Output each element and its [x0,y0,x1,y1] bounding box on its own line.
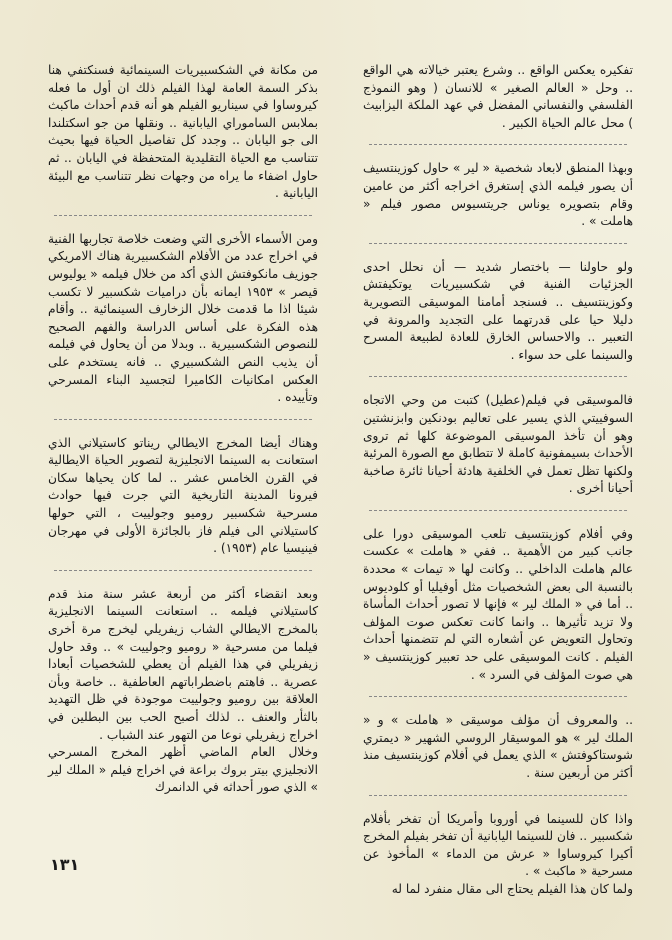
paragraph: وفي أفلام كوزينتسيف تلعب الموسيقى دورا على جانب كبير من الأهمية .. ففي « هاملت » عكست عالم هاملت الداخلي .. وكانت لها « تيمات » محددة بالنسبة الى بعض الشخصيات مثل أوفيليا أو كلوديوس .. أما في « الملك لير » فإنها لا تصور أحداث المأساة ولا تزيد تأثيرها .. وانما كانت تعكس صوت المؤلف وتحاول التعويض عن أشعاره التي لم تتضمنها أحداث الفيلم . كانت الموسيقى على حد تعبير كوزينتسيف « هي صوت المؤلف في السرد » . [363,526,633,682]
divider [369,696,627,698]
paragraph: وبهذا المنطق لابعاد شخصية « لير » حاول كوزينتسيف أن يصور فيلمه الذي إستغرق اخراجه أكثر من عامين وقام بتصويره يوناس جريتسيوس مصور فيلم « هاملت » . [363,161,633,229]
left-column [48,62,318,797]
paragraph: .. والمعروف أن مؤلف موسيقى « هاملت » و « الملك لير » هو الموسيقار الروسي الشهير « ديمتري شوستاكوفتش » الذي يعمل في أفلام كوزينتسيف منذ أكثر من أربعين سنة . [363,713,633,780]
paragraph: فالموسيقى في فيلم(عطيل) كتبت من وحي الاتجاه السوفييتي الذي يسير على تعاليم بودنكين وابزنشتين وهو أن تأخذ الموسيقى الموضوعة كلها ثم تروى الأحداث بسيمفونية كاملة لا تتطابق مع الصورة المرئية ولكنها تظل تعمل في الخلفية هادئة أحيانا ثائرة صاخبة أحيانا أخرى . [363,393,633,496]
paragraph: وبعد انقضاء أكثر من أربعة عشر سنة منذ قدم كاستيلاني فيلمه .. استعانت السينما الانجليزية بالمخرج الايطالي الشاب زيفريلي ليخرج مرة أخرى فيلما من مسرحية « روميو وجولييت » .. وقد حاول زيفريلي في هذا الفيلم أن يعطي للشخصيات أبعادا عصرية .. فاهتم باضطراباتهم العاطفية .. خاصة وبأن العلاقة بين روميو وجولييت موجودة في ظل التهديد بالثأر والعنف .. لذلك أصبح الحب بين البطلين في اخراج زيفريلي نوعا من التهور عند الشباب . [48,586,318,742]
paragraph: ولما كان هذا الفيلم يحتاج الى مقال منفرد لما له [391,881,633,896]
divider [54,215,312,217]
divider [54,570,312,572]
paragraph: تفكيره يعكس الواقع .. وشرع يعتبر خيالاته هي الواقع .. وحل « العالم الصغير » للانسان ( وهو النموذج الفلسفي والنفساني المفضل في عهد الملكة اليزابيث ) محل عالم الحياة الكبير . [363,63,633,130]
divider [369,243,627,245]
divider [369,144,627,146]
divider [54,419,312,421]
divider [369,376,627,378]
paragraph: وخلال العام الماضي أظهر المخرج المسرحي الانجليزي بيتر بروك براعة في اخراج فيلم « الملك لير » الذي صور أحداثه في الدانمرك [48,745,318,795]
paragraph: من مكانة في الشكسبيريات السينمائية فسنكتفي هنا بذكر السمة العامة لهذا الفيلم ذلك ان أول ما فعله كيروساوا في سيناريو الفيلم هو أنه قدم أحداث ماكبث بملابس الساموراي اليابانية .. ونقلها من جو اسكتلندا الى جو اليابان .. وجدد كل تفاصيل الحياة فيها بحيث تتناسب مع الحياة التقليدية المتحفظة في اليابان .. ثم حاول اضفاء ما يراه من وجهات نظر تتناسب مع البيئة اليابانية . [48,63,318,201]
divider [369,510,627,512]
page-number: ١٣١ [50,855,80,874]
paragraph: واذا كان للسينما في أوروبا وأمريكا أن تفخر بأفلام شكسبير .. فان للسينما اليابانية أن تفخر بفيلم المخرج أكيرا كيروساوا « عرش من الدماء » المأخوذ عن مسرحية « ماكبث » . [363,811,633,879]
paragraph: وهناك أيضا المخرج الايطالي ريناتو كاستيلاني الذي استعانت به السينما الانجليزية لتصوير الحياة الايطالية في القرن الخامس عشر .. لما كان يحياها سكان فيرونا المدينة التاريخية التي جرت فيها حوادث مسرحية شكسبير روميو وجولييت ، التي حولها كاستيلاني الى فيلم فاز بالجائزة الأولى في مهرجان فينيسيا عام (١٩٥٣) . [48,435,318,556]
paragraph: ومن الأسماء الأخرى التي وضعت خلاصة تجاربها الفنية في اخراج عدد من الأفلام الشكسبيرية هناك الامريكي جوزيف مانكوفتش الذي أكد من خلال فيلمه « يوليوس قيصر » ١٩٥٣ ايمانه بأن دراميات شكسبير لا تكسب شيئا اذا ما قدمت خلال الزخارف السينمائية .. وأقام هذه الفكرة على أساس الدراسة والفهم الصحيح للنصوص الشكسبيرية .. وبدلا من أن يحاول في فيلمه أن يذيب النص الشكسبيري .. فانه يستخدم على العكس امكانيات الكاميرا لتجسيد البناء المسرحي وتأييده . [48,231,318,405]
right-column [363,62,633,899]
divider [369,795,627,797]
paragraph: ولو حاولنا — باختصار شديد — أن نحلل احدى الجزئيات الفنية في شكسبيريات يوتكيفتش وكوزينتسيف .. فسنجد أمامنا الموسيقى التصويرية دليلا حيا على قدرتهما على التجديد والمرونة في التعبير .. والاحساس الخارق للعادة لطبيعة المسرح والسينما على حد سواء . [363,259,633,362]
